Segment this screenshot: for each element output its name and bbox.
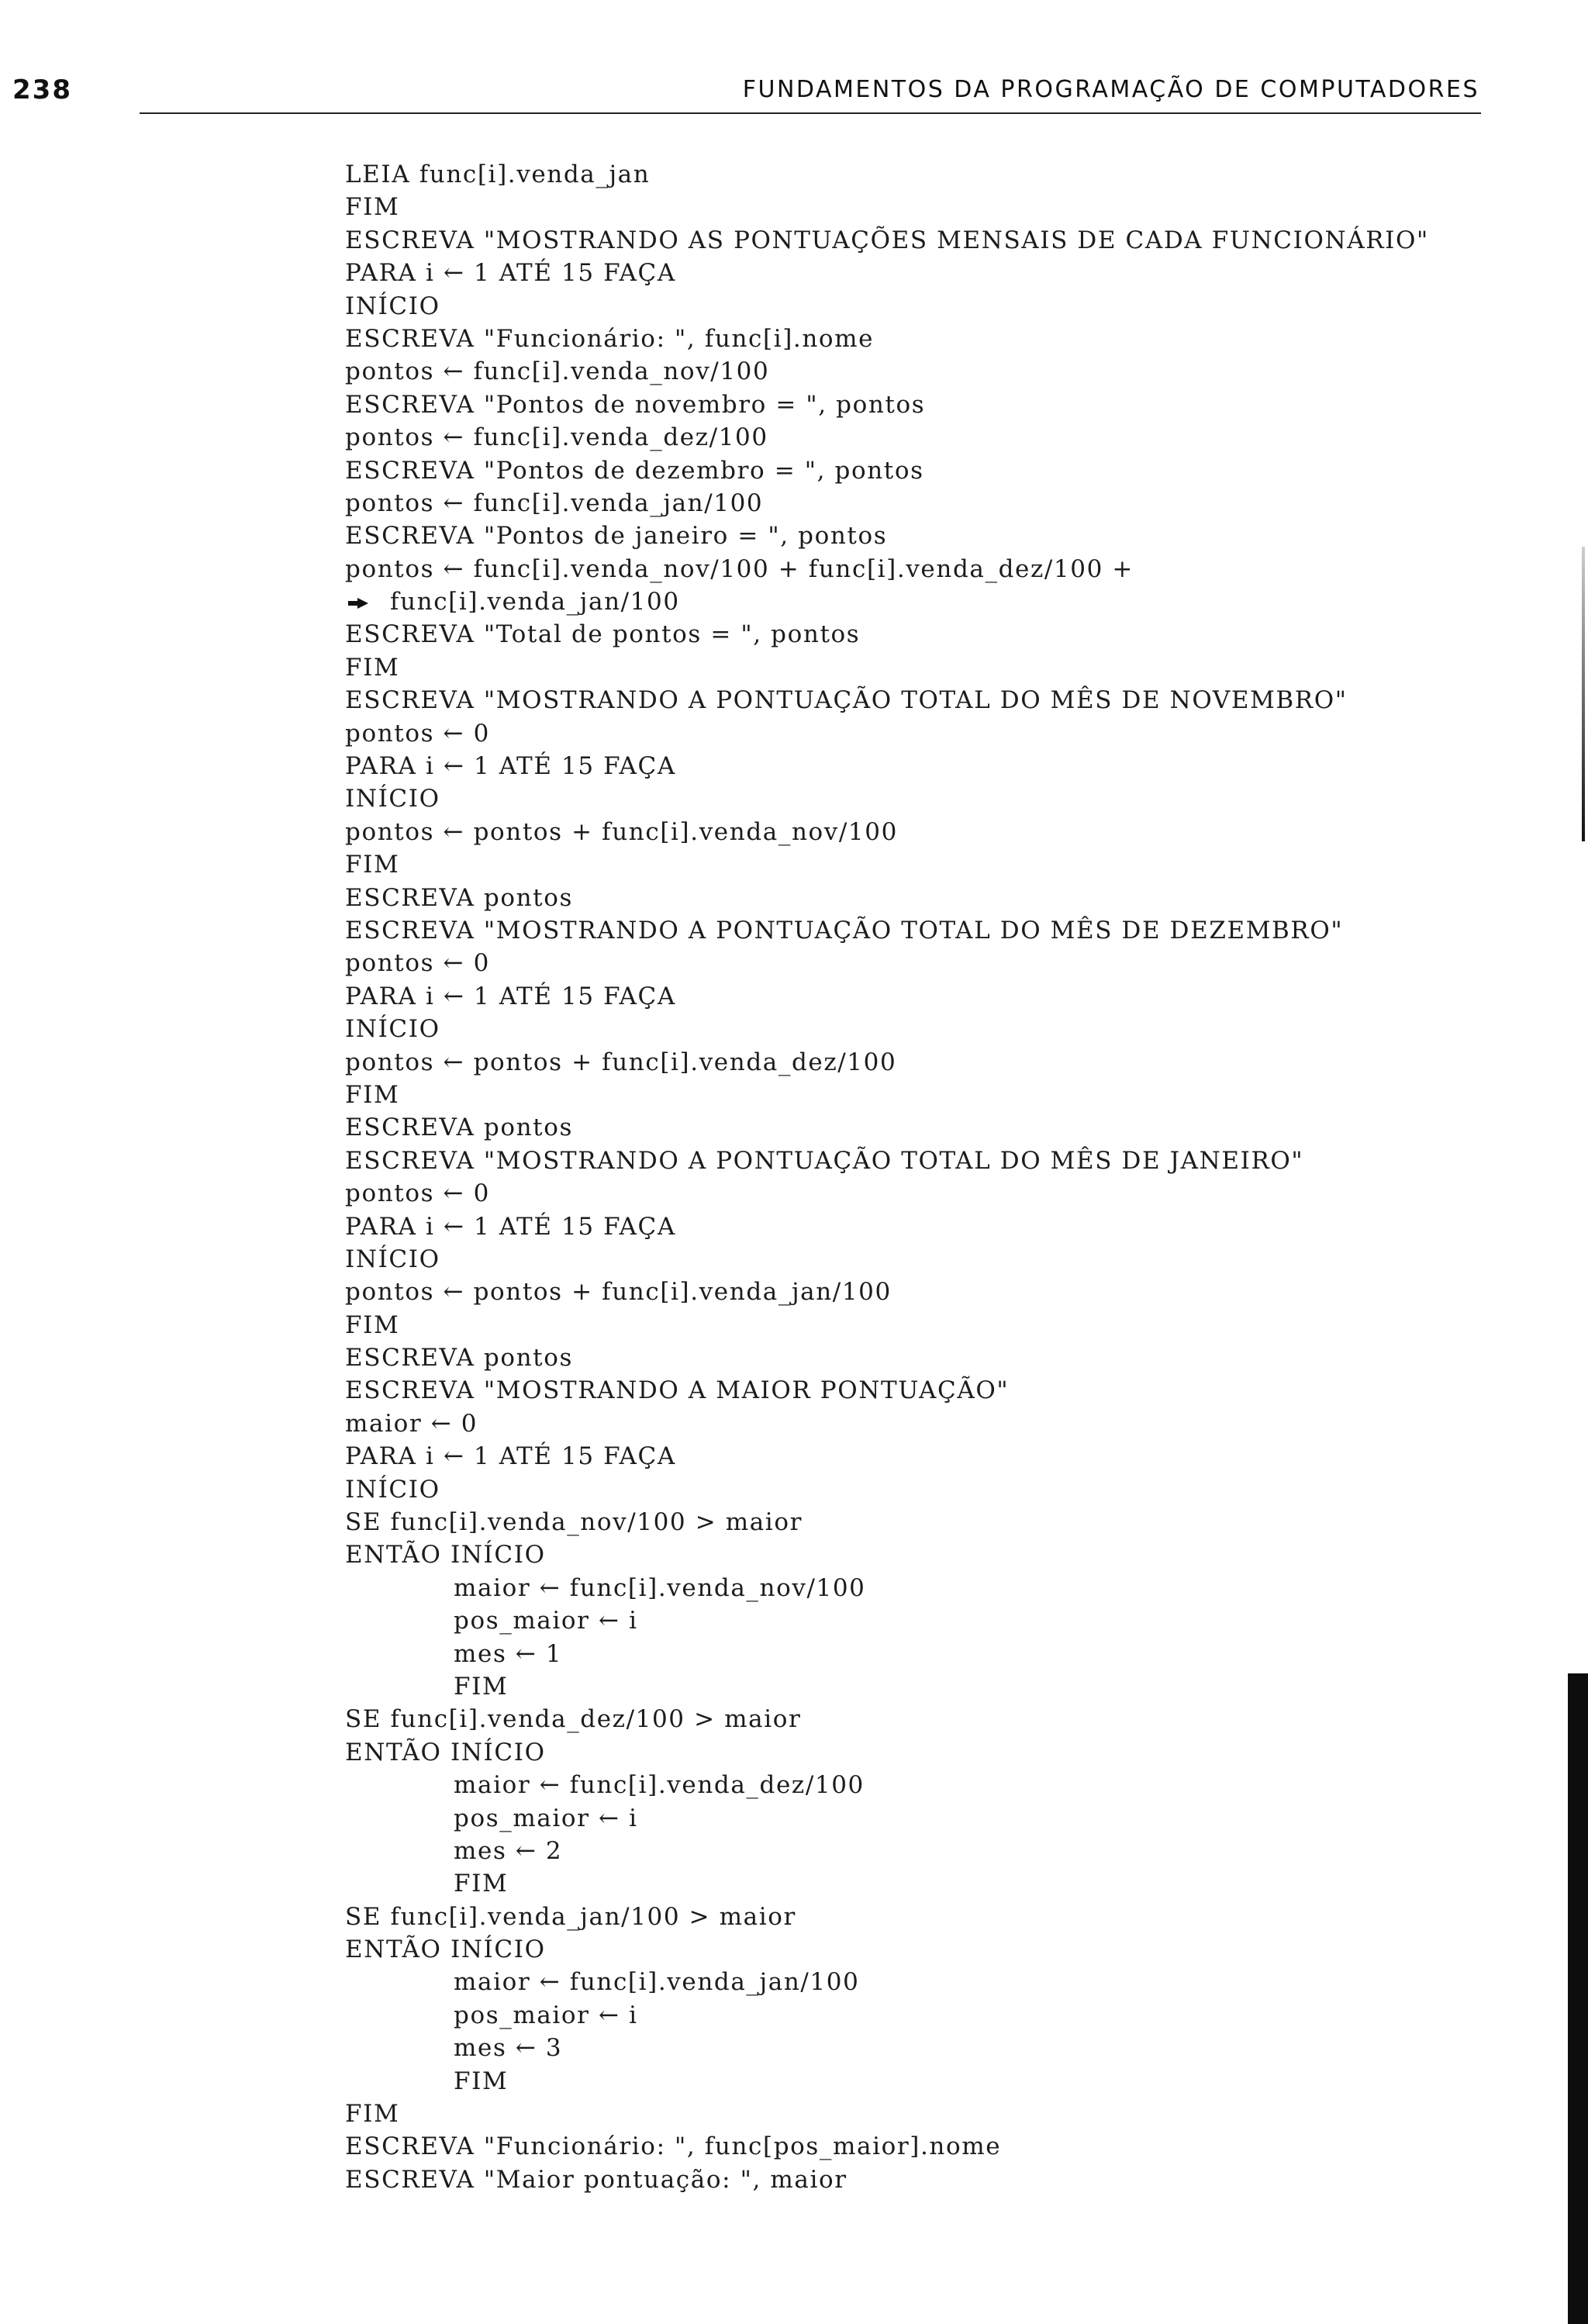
code-line-indented: FIM [454,1870,509,1898]
code-line-indented: FIM [454,2067,509,2095]
code-line: ESCREVA pontos [345,883,573,912]
code-line: ESCREVA "Pontos de dezembro = ", pontos [345,456,924,485]
code-line: LEIA func[i].venda_jan [345,161,651,188]
code-line: maior ← 0 [345,1409,478,1438]
code-line: PARA i ← 1 ATÉ 15 FAÇA [345,982,676,1010]
code-line: ESCREVA "Pontos de novembro = ", pontos [345,390,926,419]
code-line: pontos ← 0 [345,949,490,978]
code-line: ESCREVA "MOSTRANDO AS PONTUAÇÕES MENSAIS DE CADA FUNCIONÁRIO" [345,226,1429,254]
code-line: ESCREVA pontos [345,1344,573,1373]
running-head-title: FUNDAMENTOS DA PROGRAMAÇÃO DE COMPUTADORES [742,76,1479,103]
code-line: INÍCIO [345,1475,440,1504]
code-line-text: func[i].venda_jan/100 [390,588,680,616]
code-line: FIM [345,193,400,222]
code-line-continued [345,585,1429,618]
code-line: pontos ← pontos + func[i].venda_nov/100 [345,817,898,846]
code-line: FIM [345,1310,400,1339]
code-line: ESCREVA "Maior pontuação: ", maior [345,2165,848,2194]
code-line: pontos ← func[i].venda_jan/100 [345,489,764,517]
header-rule [140,112,1481,114]
code-line: ESCREVA "MOSTRANDO A PONTUAÇÃO TOTAL DO MÊS DE DEZEMBRO" [345,916,1344,944]
scan-edge-shadow [1568,1673,1588,2324]
code-line-indented: maior ← func[i].venda_nov/100 [454,1573,866,1602]
line-continuation-arrow-icon [348,598,368,609]
code-line-indented: mes ← 3 [454,2034,563,2063]
code-line: SE func[i].venda_jan/100 > maior [345,1902,796,1931]
code-line: pontos ← 0 [345,719,490,748]
code-line: ESCREVA "Funcionário: ", func[i].nome [345,324,875,353]
code-line: pontos ← func[i].venda_nov/100 [345,357,770,386]
code-line: INÍCIO [345,785,440,813]
pseudocode-listing [345,158,1429,2196]
code-line: ENTÃO INÍCIO [345,1738,546,1766]
code-line: ENTÃO INÍCIO [345,1541,546,1569]
code-line: pontos ← pontos + func[i].venda_dez/100 [345,1048,897,1076]
code-line: PARA i ← 1 ATÉ 15 FAÇA [345,1212,676,1241]
code-line: PARA i ← 1 ATÉ 15 FAÇA [345,752,676,781]
code-line: ESCREVA "Pontos de janeiro = ", pontos [345,522,888,551]
code-line: FIM [345,653,400,682]
code-line: FIM [345,1080,400,1109]
code-line: ESCREVA "Total de pontos = ", pontos [345,620,861,649]
code-line: ENTÃO INÍCIO [345,1936,546,1964]
code-line: pontos ← func[i].venda_dez/100 [345,423,768,452]
code-line: FIM [345,2100,400,2129]
code-line-indented: pos_maior ← i [454,1607,638,1635]
scan-edge-mark [1582,547,1585,841]
code-line: ESCREVA "Funcionário: ", func[pos_maior].nome [345,2132,1002,2161]
code-line-indented: mes ← 2 [454,1836,563,1865]
code-line-indented: maior ← func[i].venda_dez/100 [454,1771,865,1800]
code-line: PARA i ← 1 ATÉ 15 FAÇA [345,1442,676,1471]
code-line: ESCREVA pontos [345,1114,573,1142]
code-line: SE func[i].venda_nov/100 > maior [345,1508,803,1537]
code-line: pontos ← pontos + func[i].venda_jan/100 [345,1278,892,1307]
code-line: FIM [345,851,400,879]
code-line: ESCREVA "MOSTRANDO A MAIOR PONTUAÇÃO" [345,1376,1010,1405]
code-line-indented: pos_maior ← i [454,1804,638,1832]
code-line: pontos ← func[i].venda_nov/100 + func[i].venda_dez/100 + [345,554,1134,583]
code-line: ESCREVA "MOSTRANDO A PONTUAÇÃO TOTAL DO MÊS DE JANEIRO" [345,1146,1304,1175]
code-line-indented: mes ← 1 [454,1639,563,1668]
code-line-indented: FIM [454,1672,509,1701]
code-line: PARA i ← 1 ATÉ 15 FAÇA [345,259,676,288]
code-line: pontos ← 0 [345,1179,490,1208]
code-line-indented: pos_maior ← i [454,2001,638,2029]
code-line: ESCREVA "MOSTRANDO A PONTUAÇÃO TOTAL DO MÊS DE NOVEMBRO" [345,686,1348,715]
code-line: SE func[i].venda_dez/100 > maior [345,1705,802,1734]
code-line: INÍCIO [345,292,440,320]
code-line-indented: maior ← func[i].venda_jan/100 [454,1968,860,1997]
code-line: INÍCIO [345,1015,440,1044]
code-line: INÍCIO [345,1245,440,1273]
page-number: 238 [12,74,72,105]
